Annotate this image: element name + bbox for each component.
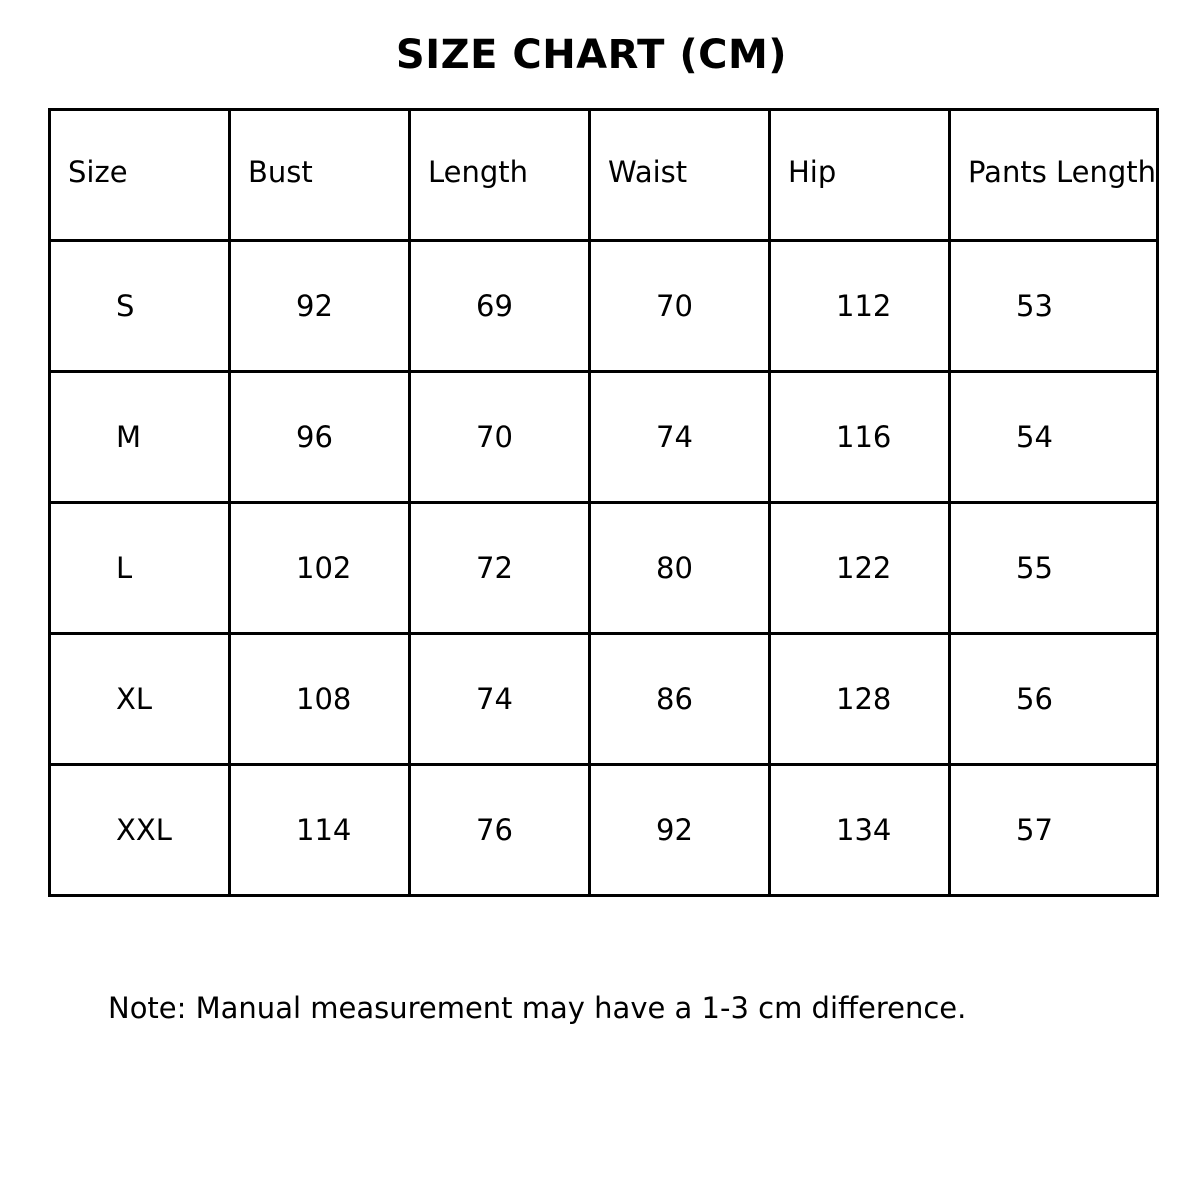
measurement-cell: 57 [950, 765, 1158, 896]
measurement-cell: 69 [410, 241, 590, 372]
measurement-cell: 128 [770, 634, 950, 765]
column-header: Pants Length [950, 110, 1158, 241]
table-header-row [50, 110, 1158, 241]
measurement-cell: 56 [950, 634, 1158, 765]
table-row [50, 765, 1158, 896]
measurement-cell: 114 [230, 765, 410, 896]
measurement-cell: 122 [770, 503, 950, 634]
measurement-cell: 70 [590, 241, 770, 372]
measurement-cell: 53 [950, 241, 1158, 372]
size-label-cell: XL [50, 634, 230, 765]
measurement-cell: 70 [410, 372, 590, 503]
measurement-cell: 96 [230, 372, 410, 503]
measurement-cell: 86 [590, 634, 770, 765]
measurement-cell: 112 [770, 241, 950, 372]
measurement-cell: 92 [590, 765, 770, 896]
measurement-cell: 74 [590, 372, 770, 503]
measurement-cell: 74 [410, 634, 590, 765]
size-label-cell: S [50, 241, 230, 372]
measurement-note: Note: Manual measurement may have a 1-3 cm difference. [108, 991, 967, 1025]
measurement-cell: 76 [410, 765, 590, 896]
measurement-cell: 108 [230, 634, 410, 765]
measurement-cell: 72 [410, 503, 590, 634]
table-row [50, 634, 1158, 765]
measurement-cell: 92 [230, 241, 410, 372]
column-header: Bust [230, 110, 410, 241]
measurement-cell: 134 [770, 765, 950, 896]
table-body [50, 110, 1158, 896]
page-title: SIZE CHART (CM) [395, 32, 788, 78]
size-label-cell: M [50, 372, 230, 503]
column-header: Size [50, 110, 230, 241]
table-row [50, 503, 1158, 634]
size-label-cell: XXL [50, 765, 230, 896]
measurement-cell: 116 [770, 372, 950, 503]
column-header: Length [410, 110, 590, 241]
size-chart-table [48, 108, 1159, 897]
column-header: Waist [590, 110, 770, 241]
measurement-cell: 102 [230, 503, 410, 634]
measurement-cell: 54 [950, 372, 1158, 503]
table-row [50, 241, 1158, 372]
measurement-cell: 55 [950, 503, 1158, 634]
table-row [50, 372, 1158, 503]
measurement-cell: 80 [590, 503, 770, 634]
column-header: Hip [770, 110, 950, 241]
size-label-cell: L [50, 503, 230, 634]
